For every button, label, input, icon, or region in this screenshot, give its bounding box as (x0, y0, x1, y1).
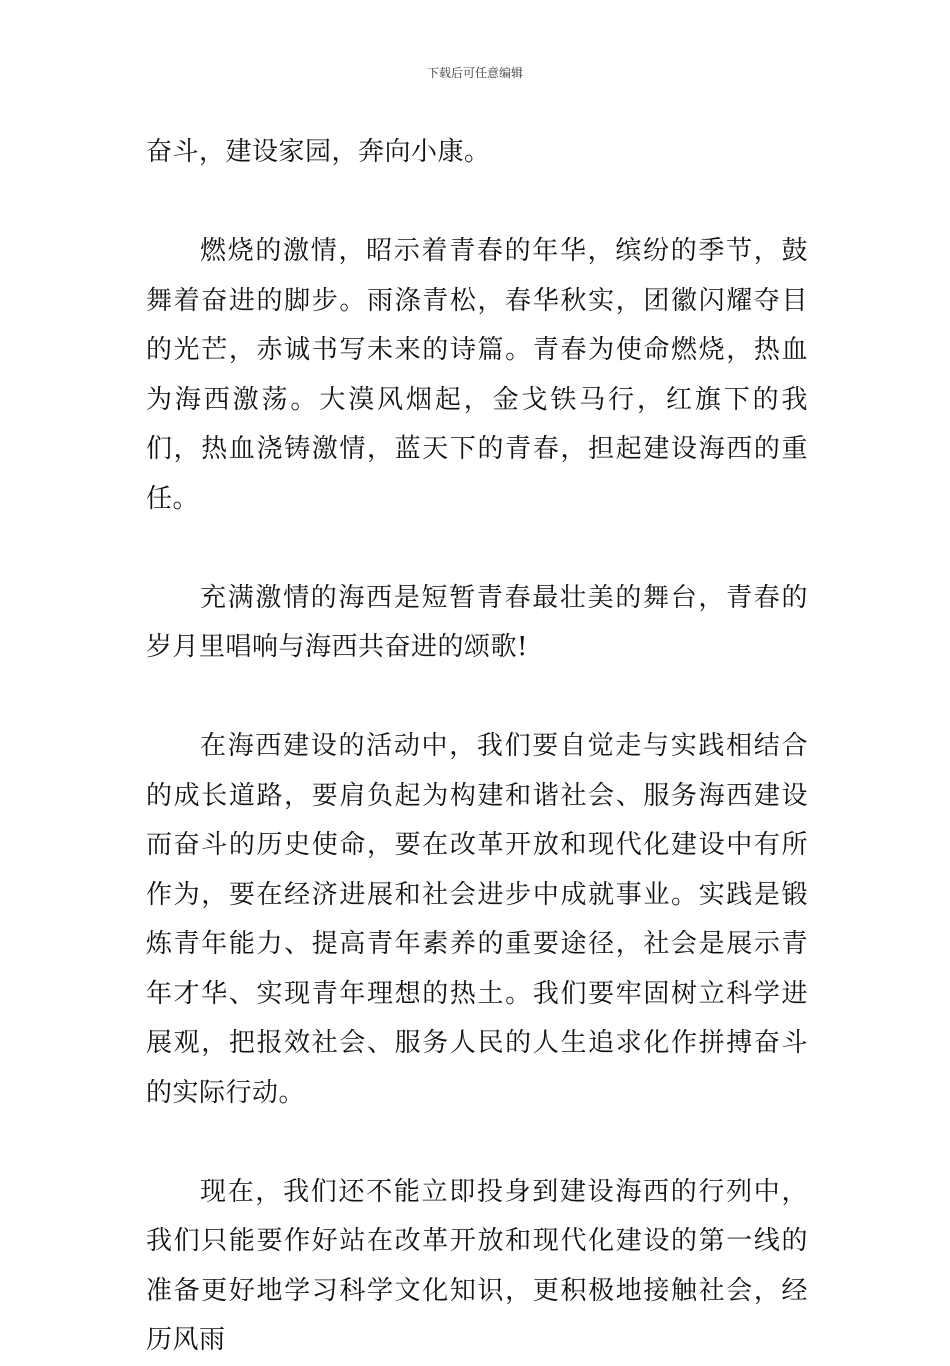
document-body (146, 128, 808, 1366)
paragraph-3: 充满激情的海西是短暂青春最壮美的舞台，青春的岁月里唱响与海西共奋进的颂歌! (146, 582, 808, 662)
paragraph-2: 燃烧的激情，昭示着青春的年华，缤纷的季节，鼓舞着奋进的脚步。雨涤青松，春华秋实，团徽闪耀夺目的光芒，赤诚书写未来的诗篇。青春为使命燃烧，热血为海西激荡。大漠风烟起，金戈铁马行，红旗下的我们，热血浇铸激情，蓝天下的青春，担起建设海西的重任。 (146, 236, 808, 514)
paragraph-4: 在海西建设的活动中，我们要自觉走与实践相结合的成长道路，要肩负起为构建和谐社会、服务海西建设而奋斗的历史使命，要在改革开放和现代化建设中有所作为，要在经济进展和社会进步中成就事业。实践是锻炼青年能力、提高青年素养的重要途径，社会是展示青年才华、实现青年理想的热土。我们要牢固树立科学进展观，把报效社会、服务人民的人生追求化作拼搏奋斗的实际行动。 (146, 731, 808, 1108)
paragraph-5: 现在，我们还不能立即投身到建设海西的行列中，我们只能要作好站在改革开放和现代化建设的第一线的准备更好地学习科学文化知识，更积极地接触社会，经历风雨 (146, 1176, 808, 1355)
header-note: 下载后可任意编辑 (426, 66, 523, 80)
paragraph-1: 奋斗，建设家园，奔向小康。 (146, 137, 491, 167)
